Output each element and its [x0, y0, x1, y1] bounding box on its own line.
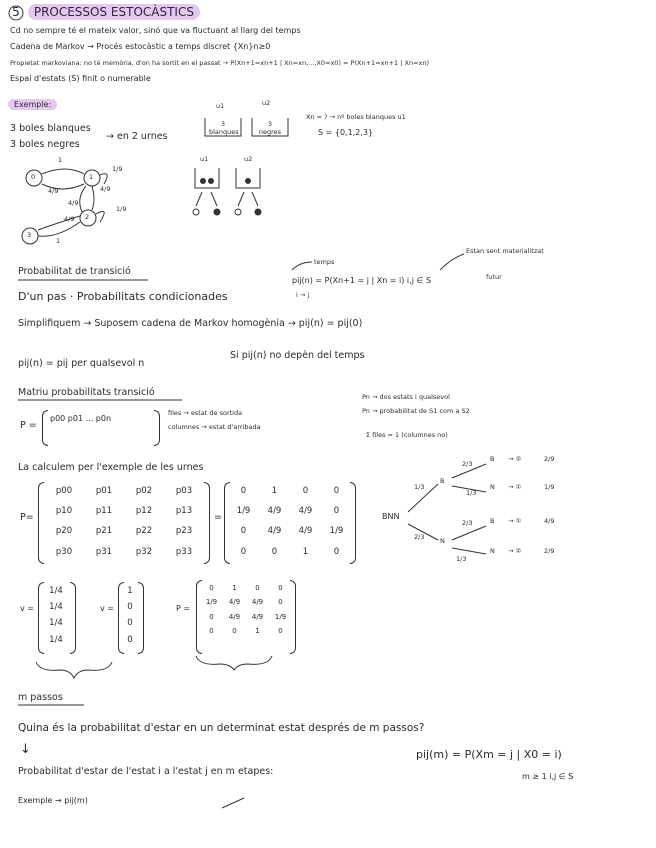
page-title: PROCESSOS ESTOCÀSTICS	[28, 4, 200, 20]
vector-cell: 1/4	[49, 586, 63, 596]
matrix-cell: p03	[175, 486, 193, 496]
nsteps-formula: pij(m) = P(Xm = j | X0 = i)	[416, 748, 562, 761]
graph-edge-label: 4/9	[68, 199, 79, 207]
matrix-2	[200, 584, 292, 636]
graph-node-1: 1	[89, 173, 94, 181]
p2-bracket-right	[290, 580, 296, 654]
tree-p2: 1/3	[456, 555, 467, 563]
vector-cell: 1/4	[49, 602, 63, 613]
tree-p2: 2/3	[462, 519, 473, 527]
matrix-cell: 4/9	[251, 612, 264, 621]
matrix-cell: 0	[209, 627, 214, 636]
urns-text: → en 2 urnes	[106, 131, 168, 142]
matrix-cell: p10	[55, 506, 73, 517]
nsteps-question: Quina és la probabilitat d'estar en un determinat estat després de m passos?	[18, 722, 425, 734]
vector-2-label: v =	[100, 604, 114, 613]
matrix-cell: p22	[135, 526, 153, 537]
simplify-line: Simplifiquem → Suposem cadena de Markov homogènia → pij(n) = pij(0)	[18, 318, 363, 329]
matrix-cell: 4/9	[267, 506, 282, 517]
graph-edge-label: 4/9	[48, 187, 59, 195]
matrix-lhs: P =	[20, 420, 37, 431]
vector-cell: 1/4	[49, 618, 63, 629]
urn-state-label-1: u1	[200, 155, 209, 163]
calc-title: La calculem per l'exemple de les urnes	[18, 462, 204, 473]
matrix-cell: 1/9	[205, 598, 218, 607]
tree-p1: 1/3	[414, 483, 425, 491]
graph-edge-label: 1	[58, 156, 63, 164]
matrix-cell: p01	[95, 486, 113, 496]
pnum-bracket-right	[350, 482, 356, 564]
tree-result: → ②	[508, 547, 522, 555]
graph-edge-label: 1/9	[112, 165, 123, 173]
matrix-cell: p33	[175, 546, 193, 557]
matrix-cell: p00	[55, 486, 73, 496]
matrix-cell: 1/9	[274, 612, 287, 621]
constant-line: pij(n) = pij per qualsevol n	[18, 358, 145, 369]
matrix-cell: 0	[240, 546, 247, 557]
intro-line-2: Cadena de Markov → Procés estocàstic a temps discret {Xn}n≥0	[10, 42, 271, 51]
state-question: Xn = ? → nº boles blanques u1	[306, 113, 406, 121]
v2-bracket-right	[138, 582, 144, 654]
vector-2	[122, 586, 138, 645]
matrix-cell: 0	[302, 486, 309, 496]
symbolic-matrix	[44, 486, 204, 557]
transition-title: Probabilitat de transició	[18, 266, 131, 277]
tree-p2: 1/3	[466, 489, 477, 497]
side-note-2: Pn → probabilitat de S1 com a S2	[362, 407, 470, 415]
matrix-cell: 0	[278, 627, 283, 636]
urn-1-content: 3 blanques	[209, 120, 239, 136]
calc-lhs: P=	[20, 512, 34, 523]
matrix-cell: 4/9	[228, 598, 241, 607]
onestep-formula: pij(n) = P(Xn+1 = j | Xn = i) i,j ∈ S	[292, 276, 432, 285]
arrow-temps	[292, 262, 312, 270]
matrix-cell: 0	[333, 486, 340, 496]
tree-mid: B	[440, 477, 445, 485]
tree-result: → ①	[508, 483, 522, 491]
tree-leaf: B	[490, 455, 495, 463]
tree-leaf: B	[490, 517, 495, 525]
nsteps-definition: Probabilitat d'estar de l'estat i a l'estat j en m etapes:	[18, 766, 274, 777]
matrix-cell: 0	[232, 627, 237, 636]
graph-node-2: 2	[85, 213, 90, 221]
states-note: Estan sent materialitzat	[466, 247, 544, 255]
arrow-example	[222, 798, 244, 808]
matrix-cell: 1	[302, 546, 309, 557]
vector-cell: 1/4	[49, 634, 63, 645]
matrix-cell: 1/9	[329, 526, 344, 537]
matrix-cell: p13	[175, 506, 193, 517]
matrix-bracket-right	[154, 410, 160, 446]
intro-line-1: Cd no sempre té el mateix valor, sinó que va fluctuant al llarg del temps	[10, 26, 301, 35]
matrix-note-cols: columnes → estat d'arribada	[168, 423, 261, 431]
urn-state-sketch	[193, 168, 261, 215]
matrix-cell: 0	[278, 598, 283, 607]
matrix-cell: 1	[271, 486, 278, 496]
matrix-cell: p23	[175, 526, 193, 537]
tree-leaf: N	[490, 547, 495, 555]
futur-note: futur	[486, 273, 502, 281]
urn-2-label: u2	[262, 99, 271, 107]
balls-white: 3 boles blanques	[10, 123, 91, 134]
onestep-label: D'un pas · Probabilitats condicionades	[18, 290, 228, 303]
matrix-cell: 1/9	[236, 506, 251, 517]
side-note-3: Σ files = 1 (columnes no)	[366, 431, 448, 439]
numeric-matrix	[228, 486, 352, 557]
matrix-cell: 0	[209, 612, 214, 621]
nsteps-title: m passos	[18, 692, 63, 703]
vector-cell: 0	[127, 634, 133, 645]
matrix-cell: 0	[240, 486, 247, 496]
matrix-cell: 4/9	[298, 526, 313, 537]
psym-bracket-right	[204, 482, 210, 564]
tree-prob: 2/9	[544, 547, 555, 555]
graph-edge-label: 1	[56, 237, 61, 245]
equals-sign: =	[214, 512, 222, 523]
urn-2-content: 3 negres	[258, 120, 282, 136]
tree-root: BNN	[382, 512, 400, 521]
intro-line-3: Propietat markoviana: no té memòria, d'on ha sortit en el passat → P(Xn+1=xn+1 | Xn=xn,...,X0=x0) = P(Xn+1=xn+1 | Xn=xn)	[10, 59, 430, 67]
matrix-cell: 0	[240, 526, 247, 537]
vector-1	[42, 586, 70, 645]
vector-cell: 0	[127, 618, 133, 629]
matrix-cell: 1	[255, 627, 260, 636]
matrix-cell: 4/9	[251, 598, 264, 607]
vector-cell: 0	[127, 602, 133, 613]
matrix-2-label: P =	[176, 604, 191, 613]
matrix-cell: 0	[278, 584, 283, 592]
matrix-cell: 4/9	[298, 506, 313, 517]
matrix-cell: 4/9	[267, 526, 282, 537]
balls-black: 3 boles negres	[10, 139, 80, 150]
matrix-cell: 0	[209, 584, 214, 592]
arrow-states	[440, 254, 464, 270]
vector-cell: 1	[127, 586, 133, 596]
example-tag: Exemple:	[8, 100, 57, 110]
urn-1-label: u1	[216, 102, 225, 110]
graph-edge-label: 1/9	[116, 205, 127, 213]
graph-node-0: 0	[31, 173, 36, 181]
nsteps-example: Exemple → pij(m)	[18, 796, 88, 805]
intro-line-4: Espai d'estats (S) finit o numerable	[10, 74, 151, 83]
matrix-note-rows: files → estat de sortida	[168, 409, 243, 417]
graph-edge-label: 4/9	[64, 215, 75, 223]
temps-note: temps	[314, 258, 335, 266]
tree-leaf: N	[490, 483, 495, 491]
matrix-cell: p20	[55, 526, 73, 537]
down-arrow: ↓	[20, 742, 31, 757]
matrix-cell: p02	[135, 486, 153, 496]
matrix-bracket-left	[42, 410, 48, 446]
matrix-cell: 0	[255, 584, 260, 592]
tree-prob: 1/9	[544, 483, 555, 491]
matrix-cell: 0	[333, 506, 340, 517]
urn-state-label-2: u2	[244, 155, 253, 163]
vector-1-label: v =	[20, 604, 34, 613]
brace-vectors	[36, 662, 112, 678]
title-number: 5	[12, 5, 20, 19]
matrix-first-row: p00 p01 ... p0n	[50, 414, 112, 423]
matrix-cell: p11	[95, 506, 113, 517]
tree-result: → ②	[508, 455, 522, 463]
state-space: S = {0,1,2,3}	[318, 128, 374, 137]
matrix-title: Matriu probabilitats transició	[18, 387, 155, 398]
matrix-cell: 0	[271, 546, 278, 557]
v1-bracket-right	[70, 582, 76, 654]
matrix-cell: p31	[95, 546, 113, 557]
graph-edge-label: 4/9	[100, 185, 111, 193]
tree-p1: 2/3	[414, 533, 425, 541]
matrix-cell: p30	[55, 546, 73, 557]
tree-prob: 2/9	[544, 455, 555, 463]
tree-p2: 2/3	[462, 460, 473, 468]
notdep-line: Si pij(n) no depèn del temps	[230, 350, 365, 361]
tree-result: → ①	[508, 517, 522, 525]
title-row	[8, 5, 200, 19]
matrix-cell: p32	[135, 546, 153, 557]
matrix-cell: p12	[135, 506, 153, 517]
side-note-1: Pn → dos estats i qualsevol	[362, 393, 450, 401]
matrix-cell: 1	[232, 584, 237, 592]
tree-mid: N	[440, 537, 445, 545]
from-to-note: i → j	[296, 291, 310, 299]
nsteps-range: m ≥ 1 i,j ∈ S	[522, 772, 574, 781]
matrix-cell: 4/9	[228, 612, 241, 621]
brace-matrix	[196, 656, 272, 670]
graph-node-3: 3	[27, 231, 32, 239]
matrix-cell: p21	[95, 526, 113, 537]
tree-prob: 4/9	[544, 517, 555, 525]
matrix-cell: 0	[333, 546, 340, 557]
